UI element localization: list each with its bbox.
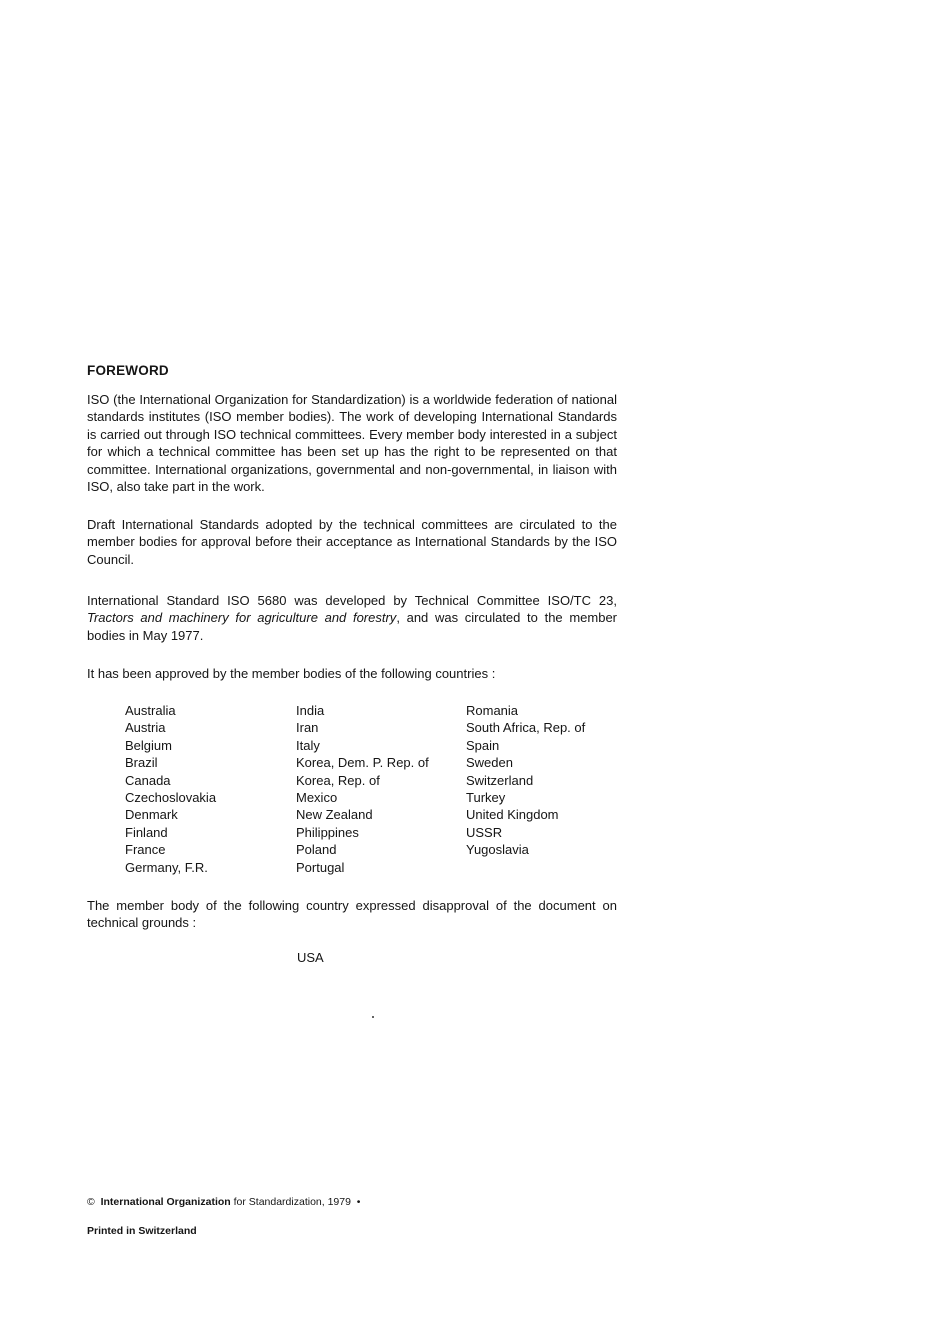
country-item: Portugal (296, 859, 345, 875)
country-item: Brazil (125, 755, 158, 771)
country-item: Turkey (466, 790, 506, 806)
foreword-paragraph-1: ISO (the International Organization for Standardization) is a worldwide federation of national standards institutes (ISO member bodies). The work of developing International Standards is carried out through ISO technical committees. Every member body interested in a subject for which a technical committee has been set up has the right to be represented on that committee. International organizations, governmental and non-governmental, in liaison with ISO, also take part in the work. (87, 392, 617, 495)
country-item: Spain (466, 737, 500, 753)
country-item: United Kingdom (466, 807, 559, 823)
countries-column-1 (125, 702, 216, 876)
foreword-paragraph-3 (87, 592, 617, 644)
copyright-bullet: • (356, 1196, 361, 1208)
country-item: Czechoslovakia (125, 790, 217, 806)
country-item: Iran (296, 720, 319, 736)
country-item: Sweden (466, 755, 513, 771)
country-item: Denmark (125, 807, 178, 823)
country-item: Yugoslavia (466, 842, 529, 858)
paragraph-3-prefix: International Standard ISO 5680 was developed by Technical Committee ISO/TC 23, (87, 593, 617, 608)
country-item: USSR (466, 824, 503, 840)
country-item: Canada (125, 772, 171, 788)
foreword-heading: FOREWORD (87, 363, 169, 378)
copyright-rest: for Standardization, 1979 (233, 1196, 351, 1208)
country-item: Germany, F.R. (125, 859, 208, 875)
foreword-paragraph-2: Draft International Standards adopted by the technical committees are circulated to the member bodies for approval before their acceptance as International Standards by the ISO Council. (87, 517, 617, 567)
country-item: New Zealand (296, 807, 373, 823)
countries-column-3 (466, 702, 585, 859)
country-item: Switzerland (466, 772, 534, 788)
country-item: France (125, 842, 166, 858)
country-item: Korea, Rep. of (296, 772, 380, 788)
disapproval-statement: The member body of the following country expressed disapproval of the document on technical grounds : (87, 898, 617, 931)
country-item: Italy (296, 737, 320, 753)
country-item: Belgium (125, 737, 172, 753)
country-item: Australia (125, 703, 176, 718)
countries-column-2 (296, 702, 429, 876)
country-item: Finland (125, 824, 168, 840)
country-item: Mexico (296, 790, 338, 806)
country-item: Poland (296, 842, 337, 858)
copyright-line (87, 1196, 360, 1208)
printed-in-line: Printed in Switzerland (87, 1225, 197, 1237)
country-item: South Africa, Rep. of (466, 720, 586, 736)
scan-speck (372, 1016, 374, 1018)
country-item: Korea, Dem. P. Rep. of (296, 755, 429, 771)
country-item: Philippines (296, 824, 359, 840)
copyright-org: International Organization (100, 1196, 231, 1208)
country-item: Romania (466, 703, 519, 718)
disapproving-country: USA (297, 950, 324, 965)
country-item: India (296, 703, 325, 718)
paragraph-3-suffix: , and was circulated to the member bodies in May 1977. (87, 610, 617, 643)
country-item: Austria (125, 720, 166, 736)
copyright-symbol: © (87, 1196, 95, 1208)
committee-title: Tractors and machinery for agriculture and forestry (87, 610, 397, 626)
approval-statement: It has been approved by the member bodies of the following countries : (87, 666, 496, 681)
